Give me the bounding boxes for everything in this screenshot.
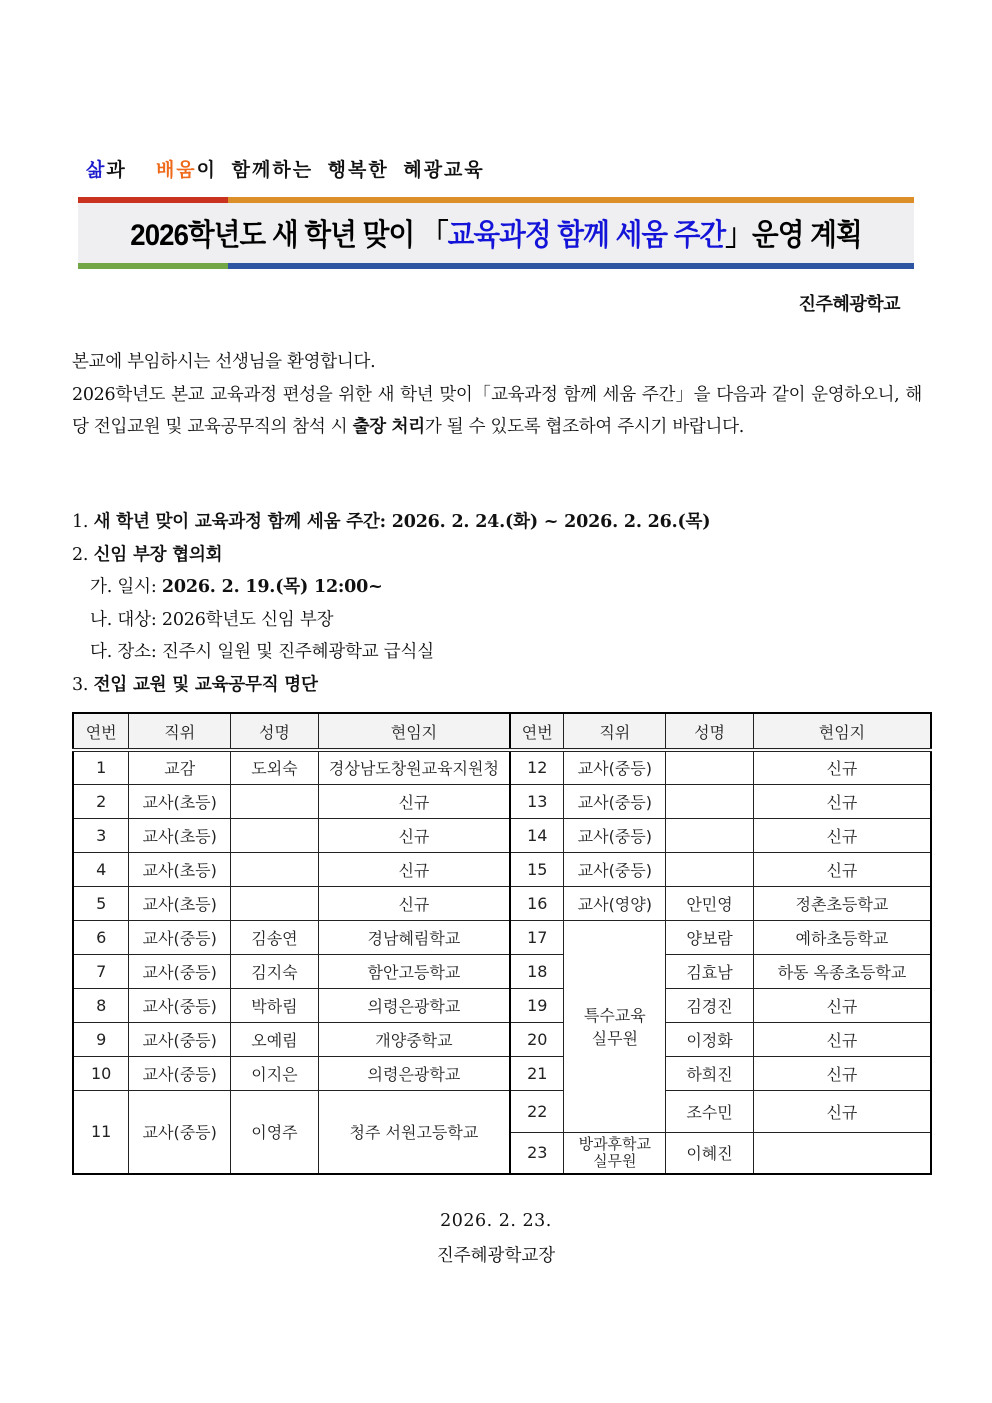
cell-no: 22	[510, 1090, 564, 1132]
table-row	[73, 1022, 931, 1056]
header-current: 현임지	[753, 713, 931, 750]
cell-no: 20	[510, 1022, 564, 1056]
cell-name	[666, 852, 754, 886]
table-row	[73, 818, 931, 852]
cell-current: 신규	[318, 886, 510, 920]
slogan-text-rest: 이 함께하는 행복한 혜광교육	[196, 159, 485, 181]
cell-no: 18	[510, 954, 564, 988]
item-2-a-value: 2026. 2. 19.(목) 12:00~	[161, 577, 383, 597]
cell-no: 1	[73, 750, 129, 784]
cell-current: 정촌초등학교	[753, 886, 931, 920]
cell-name: 박하림	[231, 988, 319, 1022]
cell-name	[231, 784, 319, 818]
cell-no: 23	[510, 1132, 564, 1174]
cell-current: 하동 옥종초등학교	[753, 954, 931, 988]
cell-no: 7	[73, 954, 129, 988]
intro-text: 2026학년도 본교 교육과정 편성을 위한 새 학년 맞이「교육과정 함께 세움 주간」을 다음과 같이 운영하오니, 해당 전입교원 및 교육공무직의 참석 시	[72, 384, 922, 437]
cell-current: 의령은광학교	[318, 988, 510, 1022]
intro-emphasis: 출장 처리	[352, 417, 425, 437]
cell-name: 도외숙	[231, 750, 319, 784]
cell-current: 신규	[318, 784, 510, 818]
cell-current: 청주 서원고등학교	[318, 1090, 510, 1174]
cell-name: 이지은	[231, 1056, 319, 1090]
item-2-c: 다. 장소: 진주시 일원 및 진주혜광학교 급식실	[90, 642, 434, 662]
cell-current: 경남혜림학교	[318, 920, 510, 954]
cell-no: 3	[73, 818, 129, 852]
title-highlight: 교육과정 함께 세움 주간	[447, 219, 726, 252]
slogan-word-learning: 배움	[155, 159, 197, 181]
cell-no: 11	[73, 1090, 129, 1174]
cell-name	[666, 750, 754, 784]
cell-position: 교사(중등)	[564, 750, 666, 784]
cell-name: 김경진	[666, 988, 754, 1022]
cell-name: 김효남	[666, 954, 754, 988]
header-position: 직위	[129, 713, 231, 750]
cell-position: 교사(중등)	[129, 954, 231, 988]
cell-name: 양보람	[666, 920, 754, 954]
cell-position: 교사(초등)	[129, 818, 231, 852]
cell-position: 교사(중등)	[129, 1022, 231, 1056]
cell-current	[753, 1132, 931, 1174]
cell-current: 함안고등학교	[318, 954, 510, 988]
merged-position-line2: 실무원	[591, 1029, 638, 1048]
cell-no: 16	[510, 886, 564, 920]
cell-name: 김지숙	[231, 954, 319, 988]
cell-position: 교사(중등)	[564, 818, 666, 852]
cell-current: 신규	[753, 784, 931, 818]
table-row	[73, 988, 931, 1022]
slogan-text: 과	[106, 159, 127, 181]
cell-no: 12	[510, 750, 564, 784]
item-2-a-label: 가. 일시:	[90, 577, 162, 597]
header-no: 연번	[73, 713, 129, 750]
decor-bar-blue	[228, 263, 914, 269]
document-date: 2026. 2. 23.	[440, 1211, 552, 1231]
table-row	[73, 750, 931, 784]
cell-current: 신규	[753, 988, 931, 1022]
cell-current: 신규	[753, 852, 931, 886]
title-prefix: 2026학년도 새 학년 맞이 「	[130, 219, 448, 252]
item-2-text: 신임 부장 협의회	[93, 544, 223, 565]
cell-no: 15	[510, 852, 564, 886]
cell-no: 9	[73, 1022, 129, 1056]
cell-name	[231, 852, 319, 886]
table-header-row	[73, 713, 931, 750]
cell-name: 하희진	[666, 1056, 754, 1090]
cell-current: 신규	[753, 818, 931, 852]
table-row	[73, 920, 931, 954]
slogan-word-life: 삶	[86, 159, 107, 181]
cell-no: 13	[510, 784, 564, 818]
school-slogan	[86, 155, 485, 182]
decor-bar-orange	[228, 197, 914, 203]
cell-name	[231, 886, 319, 920]
cell-current: 신규	[318, 818, 510, 852]
school-name: 진주혜광학교	[798, 294, 900, 315]
header-current: 현임지	[318, 713, 510, 750]
table-row	[73, 784, 931, 818]
plan-items	[72, 506, 932, 701]
table-row	[73, 1090, 931, 1132]
cell-no: 2	[73, 784, 129, 818]
item-2-a	[72, 571, 932, 604]
cell-position: 교사(초등)	[129, 886, 231, 920]
cell-no: 21	[510, 1056, 564, 1090]
intro-greeting: 본교에 부임하시는 선생님을 환영합니다.	[72, 352, 376, 372]
cell-position	[564, 1132, 666, 1174]
header-name: 성명	[231, 713, 319, 750]
cell-current: 신규	[753, 1056, 931, 1090]
staff-roster-table	[72, 712, 932, 1175]
cell-current: 신규	[753, 1090, 931, 1132]
intro-section	[72, 346, 922, 444]
cell-current: 의령은광학교	[318, 1056, 510, 1090]
cell-current: 신규	[753, 750, 931, 784]
cell-name: 오예림	[231, 1022, 319, 1056]
cell-position: 교사(영양)	[564, 886, 666, 920]
cell-no: 14	[510, 818, 564, 852]
cell-position: 교감	[129, 750, 231, 784]
header-name: 성명	[666, 713, 754, 750]
cell-no: 4	[73, 852, 129, 886]
cell-current: 경상남도창원교육지원청	[318, 750, 510, 784]
cell-current: 개양중학교	[318, 1022, 510, 1056]
item-number: 1.	[72, 512, 94, 532]
after-school-line1: 방과후학교	[578, 1134, 652, 1153]
item-number: 3.	[72, 674, 94, 695]
title-banner	[78, 197, 914, 269]
cell-no: 10	[73, 1056, 129, 1090]
intro-text-end: 가 될 수 있도록 협조하여 주시기 바랍니다.	[424, 417, 744, 437]
cell-name: 이정화	[666, 1022, 754, 1056]
table-row	[73, 852, 931, 886]
cell-name: 김송연	[231, 920, 319, 954]
page-title	[111, 210, 880, 254]
cell-name: 안민영	[666, 886, 754, 920]
cell-no: 8	[73, 988, 129, 1022]
cell-current: 신규	[318, 852, 510, 886]
item-3-text: 전입 교원 및 교육공무직 명단	[93, 674, 318, 695]
table-row	[73, 1056, 931, 1090]
cell-position: 교사(중등)	[129, 920, 231, 954]
decor-bar-green	[78, 263, 228, 269]
after-school-line2: 실무원	[593, 1151, 637, 1170]
cell-no: 6	[73, 920, 129, 954]
item-number: 2.	[72, 544, 94, 565]
cell-position: 교사(중등)	[564, 852, 666, 886]
cell-current: 예하초등학교	[753, 920, 931, 954]
item-2-b: 나. 대상: 2026학년도 신임 부장	[90, 609, 334, 630]
cell-name	[231, 818, 319, 852]
cell-position: 교사(중등)	[129, 1056, 231, 1090]
title-suffix: 」운영 계획	[725, 219, 862, 252]
principal-signature: 진주혜광학교장	[436, 1246, 556, 1266]
header-position: 직위	[564, 713, 666, 750]
cell-position: 교사(중등)	[129, 988, 231, 1022]
table-row	[73, 954, 931, 988]
cell-name	[666, 784, 754, 818]
cell-no: 19	[510, 988, 564, 1022]
item-3	[72, 669, 932, 702]
cell-name: 이영주	[231, 1090, 319, 1174]
cell-position-merged	[564, 920, 666, 1132]
intro-paragraph	[72, 379, 922, 444]
cell-current: 신규	[753, 1022, 931, 1056]
cell-name: 이혜진	[666, 1132, 754, 1174]
cell-name: 조수민	[666, 1090, 754, 1132]
header-no: 연번	[510, 713, 564, 750]
cell-position: 교사(중등)	[129, 1090, 231, 1174]
cell-position: 교사(초등)	[129, 784, 231, 818]
decor-bar-red	[78, 197, 228, 203]
item-1	[72, 506, 932, 539]
merged-position-line1: 특수교육	[583, 1006, 646, 1025]
cell-no: 5	[73, 886, 129, 920]
item-2	[72, 539, 932, 572]
table-row	[73, 886, 931, 920]
item-1-text: 새 학년 맞이 교육과정 함께 세움 주간: 2026. 2. 24.(화) ~ 2026. 2. 26.(목)	[93, 512, 711, 532]
cell-position: 교사(중등)	[564, 784, 666, 818]
cell-no: 17	[510, 920, 564, 954]
cell-position: 교사(초등)	[129, 852, 231, 886]
cell-name	[666, 818, 754, 852]
